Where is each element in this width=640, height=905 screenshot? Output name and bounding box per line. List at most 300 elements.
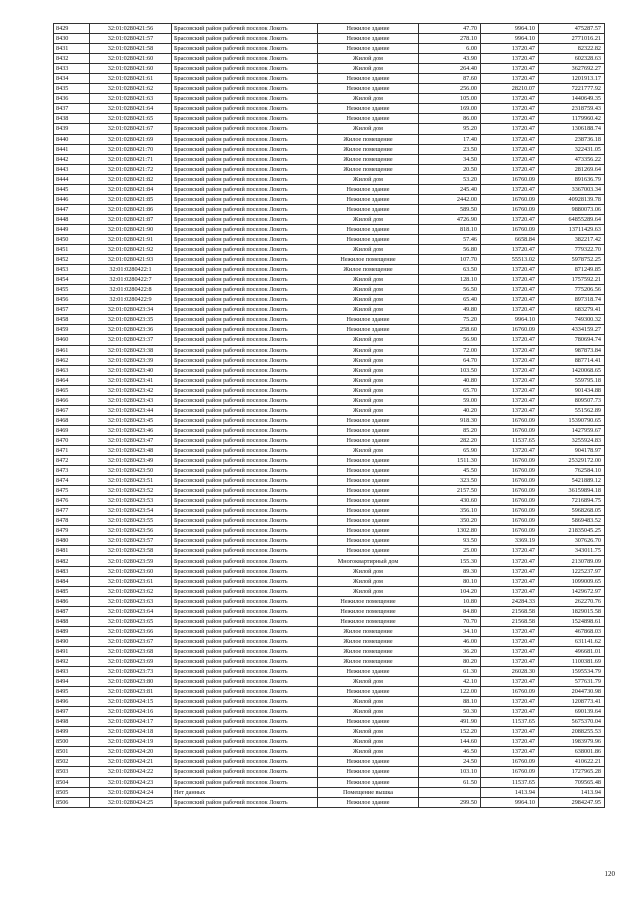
row-number-cell: 8460 (54, 335, 90, 345)
object-type-cell: Жилой дом (318, 677, 419, 687)
address-cell: Брасовский район рабочий поселок Локоть (172, 54, 318, 64)
cadastral-value-cell: 638001.86 (539, 747, 605, 757)
cadastral-value-cell: 1201913.17 (539, 74, 605, 84)
area-cell: 56.90 (419, 335, 481, 345)
area-cell: 2157.50 (419, 486, 481, 496)
cadastral-value-cell: 5968268.05 (539, 506, 605, 516)
area-cell: 1511.30 (419, 456, 481, 466)
object-type-cell: Жилой дом (318, 445, 419, 455)
address-cell: Брасовский район рабочий поселок Локоть (172, 697, 318, 707)
address-cell: Брасовский район рабочий поселок Локоть (172, 747, 318, 757)
row-number-cell: 8503 (54, 767, 90, 777)
cadastral-value-cell: 238736.18 (539, 134, 605, 144)
object-type-cell: Нежилое здание (318, 325, 419, 335)
row-number-cell: 8436 (54, 94, 90, 104)
cadastral-value-cell: 40928139.78 (539, 194, 605, 204)
table-row (54, 586, 605, 596)
cadastral-value-cell: 5421889.12 (539, 476, 605, 486)
table-row (54, 787, 605, 797)
address-cell: Брасовский район рабочий поселок Локоть (172, 576, 318, 586)
cadastral-value-cell: 382217.42 (539, 234, 605, 244)
object-type-cell: Нежилое здание (318, 34, 419, 44)
cost-per-unit-cell: 16760.09 (481, 516, 539, 526)
row-number-cell: 8430 (54, 34, 90, 44)
address-cell: Брасовский район рабочий поселок Локоть (172, 656, 318, 666)
row-number-cell: 8458 (54, 315, 90, 325)
address-cell: Брасовский район рабочий поселок Локоть (172, 757, 318, 767)
row-number-cell: 8443 (54, 164, 90, 174)
address-cell: Брасовский район рабочий поселок Локоть (172, 104, 318, 114)
address-cell: Брасовский район рабочий поселок Локоть (172, 234, 318, 244)
object-type-cell: Жилой дом (318, 566, 419, 576)
object-type-cell: Нежилое здание (318, 667, 419, 677)
cadastral-value-cell: 4334159.27 (539, 325, 605, 335)
cadastral-value-cell: 1595534.79 (539, 667, 605, 677)
area-cell: 88.10 (419, 697, 481, 707)
object-type-cell: Нежилое здание (318, 546, 419, 556)
cadastral-number-cell: 32:01:0280423:73 (90, 667, 172, 677)
address-cell: Брасовский район рабочий поселок Локоть (172, 295, 318, 305)
area-cell: 155.30 (419, 556, 481, 566)
object-type-cell: Жилое помещение (318, 626, 419, 636)
address-cell: Брасовский район рабочий поселок Локоть (172, 777, 318, 787)
object-type-cell: Нежилое здание (318, 74, 419, 84)
object-type-cell: Жилой дом (318, 54, 419, 64)
table-row (54, 606, 605, 616)
table-row (54, 94, 605, 104)
cadastral-number-cell: 32:01:0280421:65 (90, 114, 172, 124)
cadastral-number-cell: 32:01:0280423:80 (90, 677, 172, 687)
object-type-cell: Жилой дом (318, 737, 419, 747)
cadastral-number-cell: 32:01:0280423:68 (90, 646, 172, 656)
address-cell: Брасовский район рабочий поселок Локоть (172, 456, 318, 466)
cost-per-unit-cell: 13720.47 (481, 636, 539, 646)
area-cell: 40.80 (419, 375, 481, 385)
cost-per-unit-cell: 16760.09 (481, 456, 539, 466)
area-cell: 430.60 (419, 496, 481, 506)
object-type-cell: Нежилое здание (318, 234, 419, 244)
cadastral-number-cell: 32:01:0280424:24 (90, 787, 172, 797)
object-type-cell: Жилой дом (318, 385, 419, 395)
cost-per-unit-cell: 16760.09 (481, 476, 539, 486)
cost-per-unit-cell: 16760.09 (481, 174, 539, 184)
area-cell: 49.80 (419, 305, 481, 315)
cost-per-unit-cell: 16760.09 (481, 224, 539, 234)
cost-per-unit-cell: 16760.09 (481, 767, 539, 777)
table-row (54, 626, 605, 636)
area-cell: 323.50 (419, 476, 481, 486)
row-number-cell: 8448 (54, 214, 90, 224)
address-cell: Брасовский район рабочий поселок Локоть (172, 285, 318, 295)
cost-per-unit-cell: 21568.58 (481, 616, 539, 626)
cost-per-unit-cell: 13720.47 (481, 445, 539, 455)
cost-per-unit-cell: 13720.47 (481, 656, 539, 666)
cadastral-number-cell: 32:01:0280423:62 (90, 586, 172, 596)
cost-per-unit-cell: 16760.09 (481, 425, 539, 435)
object-type-cell: Нежилое помещение (318, 616, 419, 626)
cadastral-number-cell: 32:01:0280423:59 (90, 556, 172, 566)
cadastral-value-cell: 690139.64 (539, 707, 605, 717)
cost-per-unit-cell: 13720.47 (481, 375, 539, 385)
address-cell: Брасовский район рабочий поселок Локоть (172, 224, 318, 234)
cost-per-unit-cell: 6658.84 (481, 234, 539, 244)
object-type-cell: Нежилое здание (318, 516, 419, 526)
row-number-cell: 8496 (54, 697, 90, 707)
address-cell: Брасовский район рабочий поселок Локоть (172, 797, 318, 807)
address-cell: Брасовский район рабочий поселок Локоть (172, 74, 318, 84)
address-cell: Брасовский район рабочий поселок Локоть (172, 606, 318, 616)
address-cell: Брасовский район рабочий поселок Локоть (172, 435, 318, 445)
cadastral-number-cell: 32:01:0280423:47 (90, 435, 172, 445)
object-type-cell: Нежилое здание (318, 204, 419, 214)
row-number-cell: 8445 (54, 184, 90, 194)
cost-per-unit-cell: 16760.09 (481, 506, 539, 516)
cadastral-value-cell: 322431.05 (539, 144, 605, 154)
object-type-cell: Жилой дом (318, 727, 419, 737)
cadastral-number-cell: 32:01:0280423:63 (90, 596, 172, 606)
cadastral-value-cell: 577631.79 (539, 677, 605, 687)
area-cell: 17.40 (419, 134, 481, 144)
address-cell: Брасовский район рабочий поселок Локоть (172, 174, 318, 184)
table-row (54, 576, 605, 586)
cost-per-unit-cell: 16760.09 (481, 687, 539, 697)
cost-per-unit-cell: 16760.09 (481, 496, 539, 506)
object-type-cell: Нежилое здание (318, 415, 419, 425)
row-number-cell: 8501 (54, 747, 90, 757)
cost-per-unit-cell: 16760.09 (481, 415, 539, 425)
object-type-cell: Нежилое помещение (318, 255, 419, 265)
row-number-cell: 8487 (54, 606, 90, 616)
table-row (54, 566, 605, 576)
table-row (54, 596, 605, 606)
area-cell: 89.30 (419, 566, 481, 576)
table-row (54, 64, 605, 74)
cadastral-number-cell: 32:01:0280424:15 (90, 697, 172, 707)
cost-per-unit-cell: 9964.10 (481, 34, 539, 44)
cadastral-number-cell: 32:01:0280423:41 (90, 375, 172, 385)
object-type-cell: Жилой дом (318, 697, 419, 707)
cadastral-number-cell: 32:01:0280423:46 (90, 425, 172, 435)
cadastral-number-cell: 32:01:0280421:93 (90, 255, 172, 265)
cost-per-unit-cell: 13720.47 (481, 365, 539, 375)
area-cell: 128.10 (419, 275, 481, 285)
row-number-cell: 8446 (54, 194, 90, 204)
table-row (54, 214, 605, 224)
area-cell: 491.90 (419, 717, 481, 727)
address-cell: Брасовский район рабочий поселок Локоть (172, 335, 318, 345)
row-number-cell: 8486 (54, 596, 90, 606)
address-cell: Брасовский район рабочий поселок Локоть (172, 395, 318, 405)
cadastral-number-cell: 32:01:0280421:69 (90, 134, 172, 144)
cost-per-unit-cell: 13720.47 (481, 566, 539, 576)
cadastral-number-cell: 32:01:0280423:64 (90, 606, 172, 616)
cadastral-value-cell: 1440649.35 (539, 94, 605, 104)
cadastral-value-cell: 343011.75 (539, 546, 605, 556)
cadastral-number-cell: 32:01:0280423:69 (90, 656, 172, 666)
cadastral-value-cell: 775206.56 (539, 285, 605, 295)
area-cell: 350.20 (419, 516, 481, 526)
address-cell: Брасовский район рабочий поселок Локоть (172, 265, 318, 275)
object-type-cell: Жилой дом (318, 375, 419, 385)
area-cell: 93.50 (419, 536, 481, 546)
area-cell: 2442.00 (419, 194, 481, 204)
cadastral-value-cell: 779322.70 (539, 245, 605, 255)
address-cell: Брасовский район рабочий поселок Локоть (172, 566, 318, 576)
cadastral-number-cell: 32:01:0280423:36 (90, 325, 172, 335)
row-number-cell: 8489 (54, 626, 90, 636)
area-cell: 818.10 (419, 224, 481, 234)
cadastral-value-cell: 21835045.25 (539, 526, 605, 536)
object-type-cell: Жилой дом (318, 305, 419, 315)
cost-per-unit-cell: 13720.47 (481, 677, 539, 687)
cadastral-value-cell: 262270.76 (539, 596, 605, 606)
object-type-cell: Нежилое здание (318, 425, 419, 435)
address-cell: Брасовский район рабочий поселок Локоть (172, 315, 318, 325)
cost-per-unit-cell: 13720.47 (481, 94, 539, 104)
table-row (54, 265, 605, 275)
table-row (54, 365, 605, 375)
cost-per-unit-cell: 26028.30 (481, 667, 539, 677)
cadastral-value-cell: 3255924.83 (539, 435, 605, 445)
row-number-cell: 8499 (54, 727, 90, 737)
area-cell: 70.70 (419, 616, 481, 626)
cost-per-unit-cell: 13720.47 (481, 154, 539, 164)
cadastral-value-cell: 762584.10 (539, 466, 605, 476)
cadastral-number-cell: 32:01:0280423:39 (90, 355, 172, 365)
cadastral-value-cell: 987873.84 (539, 345, 605, 355)
cost-per-unit-cell: 11537.65 (481, 777, 539, 787)
row-number-cell: 8492 (54, 656, 90, 666)
cadastral-value-cell: 780694.74 (539, 335, 605, 345)
area-cell: 278.10 (419, 34, 481, 44)
cadastral-value-cell: 64855289.64 (539, 214, 605, 224)
cadastral-number-cell: 32:01:0280423:56 (90, 526, 172, 536)
address-cell: Брасовский район рабочий поселок Локоть (172, 496, 318, 506)
row-number-cell: 8434 (54, 74, 90, 84)
cadastral-value-cell: 2984247.95 (539, 797, 605, 807)
area-cell: 299.50 (419, 797, 481, 807)
address-cell: Брасовский район рабочий поселок Локоть (172, 536, 318, 546)
cost-per-unit-cell: 13720.47 (481, 54, 539, 64)
table-row (54, 74, 605, 84)
area-cell: 10.80 (419, 596, 481, 606)
cadastral-value-cell: 410622.21 (539, 757, 605, 767)
address-cell: Брасовский район рабочий поселок Локоть (172, 84, 318, 94)
area-cell: 64.70 (419, 355, 481, 365)
object-type-cell: Нежилое здание (318, 506, 419, 516)
cadastral-number-cell: 32:01:0280423:52 (90, 486, 172, 496)
address-cell: Брасовский район рабочий поселок Локоть (172, 425, 318, 435)
area-cell: 918.30 (419, 415, 481, 425)
area-cell: 20.50 (419, 164, 481, 174)
object-type-cell: Жилое помещение (318, 265, 419, 275)
cadastral-value-cell: 5978752.25 (539, 255, 605, 265)
cost-per-unit-cell: 13720.47 (481, 385, 539, 395)
cadastral-value-cell: 2088255.53 (539, 727, 605, 737)
row-number-cell: 8498 (54, 717, 90, 727)
row-number-cell: 8440 (54, 134, 90, 144)
cadastral-number-cell: 32:01:0280423:60 (90, 566, 172, 576)
area-cell: 589.50 (419, 204, 481, 214)
table-row (54, 194, 605, 204)
row-number-cell: 8488 (54, 616, 90, 626)
object-type-cell: Жилой дом (318, 214, 419, 224)
area-cell: 264.40 (419, 64, 481, 74)
object-type-cell: Жилой дом (318, 295, 419, 305)
object-type-cell: Нежилое здание (318, 536, 419, 546)
cadastral-value-cell: 36159894.18 (539, 486, 605, 496)
area-cell: 61.30 (419, 667, 481, 677)
address-cell: Брасовский район рабочий поселок Локоть (172, 64, 318, 74)
object-type-cell: Нежилое здание (318, 797, 419, 807)
area-cell: 122.00 (419, 687, 481, 697)
row-number-cell: 8435 (54, 84, 90, 94)
area-cell: 103.10 (419, 767, 481, 777)
row-number-cell: 8505 (54, 787, 90, 797)
cadastral-value-cell: 1829015.58 (539, 606, 605, 616)
row-number-cell: 8429 (54, 24, 90, 34)
address-cell: Брасовский район рабочий поселок Локоть (172, 546, 318, 556)
row-number-cell: 8476 (54, 496, 90, 506)
row-number-cell: 8456 (54, 295, 90, 305)
object-type-cell: Нежилое здание (318, 687, 419, 697)
object-type-cell: Помещение вышка (318, 787, 419, 797)
row-number-cell: 8471 (54, 445, 90, 455)
cost-per-unit-cell: 9964.10 (481, 24, 539, 34)
cost-per-unit-cell: 13720.47 (481, 737, 539, 747)
table-row (54, 415, 605, 425)
address-cell: Брасовский район рабочий поселок Локоть (172, 667, 318, 677)
object-type-cell: Жилое помещение (318, 646, 419, 656)
row-number-cell: 8432 (54, 54, 90, 64)
area-cell: 6.00 (419, 44, 481, 54)
table-row (54, 425, 605, 435)
object-type-cell: Жилой дом (318, 94, 419, 104)
table-row (54, 486, 605, 496)
cadastral-number-cell: 32:01:0280423:66 (90, 626, 172, 636)
object-type-cell: Нежилое здание (318, 777, 419, 787)
area-cell: 40.20 (419, 405, 481, 415)
cost-per-unit-cell: 13720.47 (481, 576, 539, 586)
table-row (54, 44, 605, 54)
cadastral-value-cell: 631141.62 (539, 636, 605, 646)
cost-per-unit-cell: 13720.47 (481, 335, 539, 345)
table-row (54, 385, 605, 395)
cadastral-value-cell: 281269.64 (539, 164, 605, 174)
cadastral-number-cell: 32:01:0280424:18 (90, 727, 172, 737)
cadastral-number-cell: 32:01:0280423:55 (90, 516, 172, 526)
table-row (54, 737, 605, 747)
address-cell: Брасовский район рабочий поселок Локоть (172, 506, 318, 516)
cadastral-number-cell: 32:01:0280422:7 (90, 275, 172, 285)
cadastral-value-cell: 871249.85 (539, 265, 605, 275)
address-cell: Брасовский район рабочий поселок Локоть (172, 345, 318, 355)
object-type-cell: Нежилое здание (318, 456, 419, 466)
cadastral-number-cell: 32:01:0280423:61 (90, 576, 172, 586)
area-cell: 282.20 (419, 435, 481, 445)
row-number-cell: 8474 (54, 476, 90, 486)
table-row (54, 54, 605, 64)
cadastral-number-cell: 32:01:0280423:38 (90, 345, 172, 355)
object-type-cell: Жилое помещение (318, 636, 419, 646)
cadastral-value-cell: 709565.48 (539, 777, 605, 787)
table-row (54, 466, 605, 476)
cadastral-number-cell: 32:01:0280421:91 (90, 234, 172, 244)
cost-per-unit-cell: 21568.58 (481, 606, 539, 616)
area-cell: 95.20 (419, 124, 481, 134)
cost-per-unit-cell: 13720.47 (481, 64, 539, 74)
address-cell: Брасовский район рабочий поселок Локоть (172, 34, 318, 44)
table-row (54, 134, 605, 144)
area-cell: 24.50 (419, 757, 481, 767)
address-cell: Брасовский район рабочий поселок Локоть (172, 727, 318, 737)
table-row (54, 104, 605, 114)
row-number-cell: 8481 (54, 546, 90, 556)
area-cell: 57.46 (419, 234, 481, 244)
row-number-cell: 8447 (54, 204, 90, 214)
area-cell: 56.50 (419, 285, 481, 295)
area-cell: 80.20 (419, 656, 481, 666)
cadastral-value-cell: 496681.01 (539, 646, 605, 656)
cadastral-number-cell: 32:01:0280423:81 (90, 687, 172, 697)
cost-per-unit-cell: 9964.10 (481, 315, 539, 325)
address-cell: Брасовский район рабочий поселок Локоть (172, 646, 318, 656)
cost-per-unit-cell: 13720.47 (481, 546, 539, 556)
cadastral-number-cell: 32:01:0280423:49 (90, 456, 172, 466)
cadastral-number-cell: 32:01:0280421:58 (90, 44, 172, 54)
address-cell: Брасовский район рабочий поселок Локоть (172, 365, 318, 375)
area-cell: 144.60 (419, 737, 481, 747)
row-number-cell: 8500 (54, 737, 90, 747)
registry-body (54, 24, 605, 808)
cadastral-value-cell: 551562.89 (539, 405, 605, 415)
cadastral-number-cell: 32:01:0280422:1 (90, 265, 172, 275)
cost-per-unit-cell: 13720.47 (481, 295, 539, 305)
table-row (54, 506, 605, 516)
cost-per-unit-cell: 16760.09 (481, 757, 539, 767)
area-cell: 258.60 (419, 325, 481, 335)
area-cell: 4726.90 (419, 214, 481, 224)
object-type-cell: Жилое помещение (318, 134, 419, 144)
cost-per-unit-cell: 13720.47 (481, 646, 539, 656)
cost-per-unit-cell: 16760.09 (481, 325, 539, 335)
cost-per-unit-cell: 13720.47 (481, 214, 539, 224)
cost-per-unit-cell: 1413.94 (481, 787, 539, 797)
object-type-cell: Нежилое здание (318, 315, 419, 325)
cadastral-number-cell: 32:01:0280423:40 (90, 365, 172, 375)
cost-per-unit-cell: 13720.47 (481, 586, 539, 596)
area-cell: 61.50 (419, 777, 481, 787)
table-row (54, 677, 605, 687)
cadastral-value-cell: 2044730.98 (539, 687, 605, 697)
cost-per-unit-cell: 13720.47 (481, 44, 539, 54)
area-cell: 105.00 (419, 94, 481, 104)
address-cell: Брасовский район рабочий поселок Локоть (172, 325, 318, 335)
cadastral-value-cell: 1208773.41 (539, 697, 605, 707)
object-type-cell: Нежилое здание (318, 717, 419, 727)
row-number-cell: 8484 (54, 576, 90, 586)
area-cell: 72.00 (419, 345, 481, 355)
area-cell: 25.00 (419, 546, 481, 556)
cadastral-number-cell: 32:01:0280424:17 (90, 717, 172, 727)
row-number-cell: 8502 (54, 757, 90, 767)
cost-per-unit-cell: 13720.47 (481, 275, 539, 285)
row-number-cell: 8462 (54, 355, 90, 365)
cadastral-number-cell: 32:01:0280423:43 (90, 395, 172, 405)
table-row (54, 526, 605, 536)
area-cell: 87.60 (419, 74, 481, 84)
table-row (54, 747, 605, 757)
